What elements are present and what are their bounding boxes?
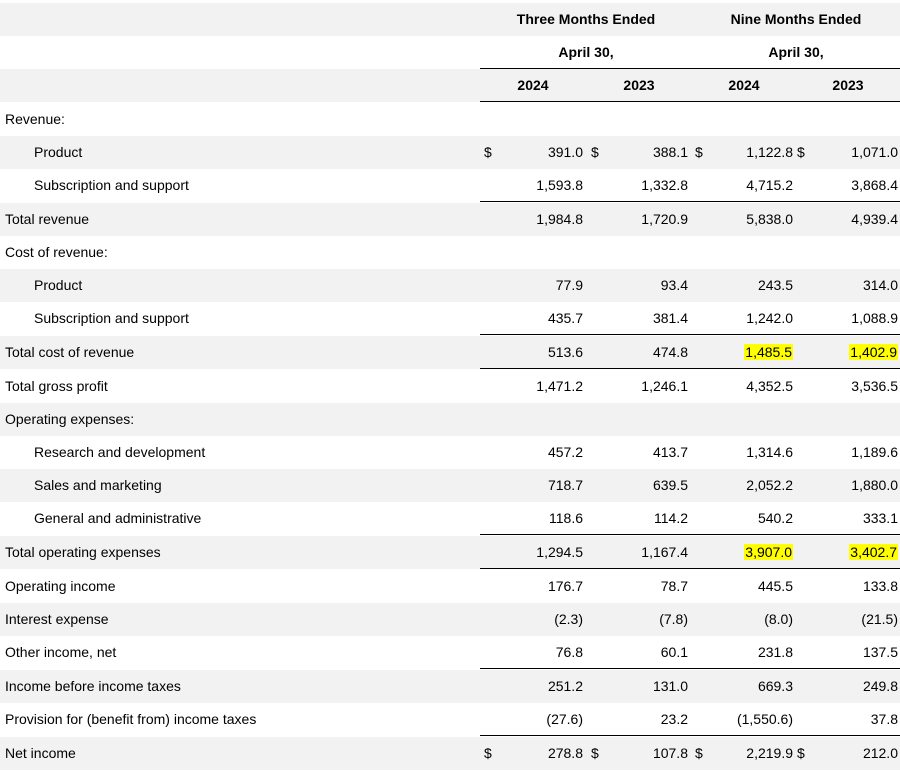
value-cell [588,269,688,302]
subtotal-rule [480,735,900,736]
subtotal-rule [480,568,900,569]
header-row-1 [0,3,900,36]
value-text: 37.8 [870,711,898,727]
value-cell [798,469,898,502]
value-text: 137.5 [862,644,898,660]
value-cell [588,169,688,202]
value-text: (1,550.6) [736,711,793,727]
value-cell [483,502,583,535]
value-text: 78.7 [660,578,688,594]
value-cell [693,502,793,535]
value-cell [798,502,898,535]
value-text: 118.6 [549,510,583,526]
value-cell [483,670,583,703]
currency-symbol: $ [591,144,599,160]
value-cell [588,302,688,335]
value-text: 3,868.4 [851,177,898,193]
currency-symbol: $ [797,745,805,761]
row-label: Other income, net [5,644,117,660]
table-row [0,336,900,369]
year-header-4: 2023 [832,77,864,93]
subtotal-rule [480,201,900,202]
value-text: 540.2 [757,510,793,526]
value-cell [483,636,583,669]
year-header-2: 2023 [623,77,655,93]
table-row [0,203,900,236]
value-text: 457.2 [547,444,583,460]
value-text: 669.3 [757,678,793,694]
value-cell [798,203,898,236]
row-label: Product [34,277,83,293]
value-text: (7.8) [659,611,688,627]
row-label: Operating income [5,578,116,594]
value-text: 278.8 [547,745,583,761]
value-text: 388.1 [652,144,688,160]
value-text: 1,189.6 [851,444,898,460]
value-text: 1,088.9 [851,310,898,326]
value-text: 93.4 [660,277,688,293]
value-text: 212.0 [862,745,898,761]
value-cell [483,603,583,636]
value-cell [588,570,688,603]
value-cell [798,336,898,369]
header-period-end-9m: April 30, [768,44,824,60]
value-text: 1,167.4 [641,544,688,560]
value-cell [483,469,583,502]
value-cell [483,269,583,302]
row-label: Cost of revenue: [5,244,108,260]
value-text: 4,715.2 [746,177,793,193]
table-row [0,603,900,636]
value-cell [798,302,898,335]
currency-symbol: $ [591,745,599,761]
value-cell [483,703,583,736]
value-cell [588,336,688,369]
value-cell [483,737,583,770]
highlighted-value: 3,907.0 [745,544,792,560]
value-text: 1,246.1 [641,378,688,394]
value-text: 1,880.0 [851,477,898,493]
value-text: 249.8 [862,678,898,694]
value-text: 718.7 [547,477,583,493]
currency-symbol: $ [695,144,703,160]
row-label: Subscription and support [34,177,189,193]
value-text: 1,071.0 [851,144,898,160]
value-cell [483,336,583,369]
value-cell [588,370,688,403]
value-text: 3,536.5 [851,378,898,394]
value-cell [798,603,898,636]
value-cell [798,269,898,302]
value-text: 23.2 [660,711,688,727]
value-text: (8.0) [764,611,793,627]
value-cell [588,603,688,636]
value-text: 1,314.6 [746,444,793,460]
value-text: 251.2 [547,678,583,694]
value-text: 2,052.2 [746,477,793,493]
value-text: 5,838.0 [746,211,793,227]
row-label: Total revenue [5,211,90,227]
table-row [0,703,900,736]
table-row [0,737,900,770]
value-text: 114.2 [654,510,688,526]
value-text: 474.8 [652,344,688,360]
table-row [0,670,900,703]
value-cell [588,737,688,770]
value-text: 1,332.8 [641,177,688,193]
value-text: 131.0 [652,678,688,694]
highlighted-value: 3,402.7 [850,544,897,560]
value-cell [588,436,688,469]
value-cell [798,436,898,469]
subtotal-rule [480,368,900,369]
table-row [0,469,900,502]
table-row [0,636,900,669]
value-cell [693,536,793,569]
value-cell [483,370,583,403]
value-cell [483,169,583,202]
year-header-1: 2024 [517,77,549,93]
value-cell [693,136,793,169]
table-row [0,502,900,535]
value-text: 333.1 [862,510,898,526]
value-cell [693,737,793,770]
value-text: 381.4 [652,310,688,326]
header-row-2 [0,36,900,69]
row-label: General and administrative [34,510,202,526]
value-text: 133.8 [862,578,898,594]
subtotal-rule [480,534,900,535]
value-text: 314.0 [862,277,898,293]
subtotal-rule [480,334,900,335]
value-cell [693,703,793,736]
value-cell [798,636,898,669]
header-row-years [0,69,900,102]
value-cell [693,302,793,335]
value-cell [693,636,793,669]
value-cell [693,269,793,302]
value-cell [798,169,898,202]
header-three-months: Three Months Ended [516,11,656,27]
value-cell [483,570,583,603]
value-cell [798,136,898,169]
value-cell [798,703,898,736]
value-cell [798,570,898,603]
value-text: (27.6) [546,711,583,727]
table-row [0,236,900,269]
value-text: 1,122.8 [746,144,793,160]
table-row [0,302,900,335]
header-period-end-3m: April 30, [558,44,614,60]
value-cell [588,469,688,502]
currency-symbol: $ [484,745,492,761]
value-cell [693,603,793,636]
value-text: 445.5 [757,578,793,594]
highlighted-value: 1,485.5 [745,344,792,360]
value-cell [483,436,583,469]
row-label: Revenue: [5,111,65,127]
value-cell [483,536,583,569]
currency-symbol: $ [484,144,492,160]
value-cell [693,203,793,236]
value-cell [798,737,898,770]
value-cell [693,436,793,469]
value-cell [588,136,688,169]
value-text: 1,984.8 [536,211,583,227]
value-cell [588,502,688,535]
value-cell [693,670,793,703]
table-row [0,570,900,603]
value-cell [798,370,898,403]
value-text: 435.7 [547,310,583,326]
value-text: (21.5) [861,611,898,627]
value-cell [588,203,688,236]
table-row [0,403,900,436]
value-cell [588,670,688,703]
row-label: Income before income taxes [5,678,181,694]
row-label: Operating expenses: [5,411,135,427]
value-text: 2,219.9 [746,745,793,761]
table-row [0,536,900,569]
currency-symbol: $ [695,745,703,761]
row-label: Total gross profit [5,378,108,394]
value-text: 60.1 [660,644,688,660]
table-row [0,169,900,202]
row-label: Product [34,144,83,160]
value-cell [693,169,793,202]
subtotal-rule [480,668,900,669]
value-text: 639.5 [652,477,688,493]
value-text: 107.8 [652,745,688,761]
row-label: Net income [5,745,76,761]
value-text: 1,242.0 [746,310,793,326]
value-text: 4,939.4 [851,211,898,227]
value-cell [483,136,583,169]
value-text: 76.8 [555,644,583,660]
value-text: 1,593.8 [536,177,583,193]
value-text: 1,294.5 [536,544,583,560]
value-cell [693,370,793,403]
value-text: 513.6 [547,344,583,360]
years-rule [480,101,900,102]
value-text: 176.7 [547,578,583,594]
table-row [0,136,900,169]
value-text: 1,720.9 [641,211,688,227]
value-text: 4,352.5 [746,378,793,394]
value-cell [693,469,793,502]
value-cell [483,203,583,236]
value-text: 77.9 [555,277,583,293]
value-cell [798,670,898,703]
year-header-3: 2024 [728,77,760,93]
value-text: 413.7 [652,444,688,460]
row-label: Sales and marketing [34,477,162,493]
value-cell [588,636,688,669]
value-text: (2.3) [554,611,583,627]
highlighted-value: 1,402.9 [850,344,897,360]
table-row [0,269,900,302]
value-cell [588,703,688,736]
row-label: Total operating expenses [5,544,161,560]
value-cell [693,336,793,369]
value-text: 243.5 [757,277,793,293]
currency-symbol: $ [797,144,805,160]
value-cell [693,570,793,603]
row-label: Total cost of revenue [5,344,135,360]
header-nine-months: Nine Months Ended [730,11,862,27]
value-cell [483,302,583,335]
value-text: 231.8 [757,644,793,660]
value-text: 1,471.2 [536,378,583,394]
value-cell [798,536,898,569]
row-label: Subscription and support [34,310,189,326]
table-row [0,436,900,469]
value-cell [588,536,688,569]
row-label: Interest expense [5,611,109,627]
row-label: Provision for (benefit from) income taxes [5,711,257,727]
table-row [0,103,900,136]
value-text: 391.0 [547,144,583,160]
table-row [0,370,900,403]
row-label: Research and development [34,444,206,460]
